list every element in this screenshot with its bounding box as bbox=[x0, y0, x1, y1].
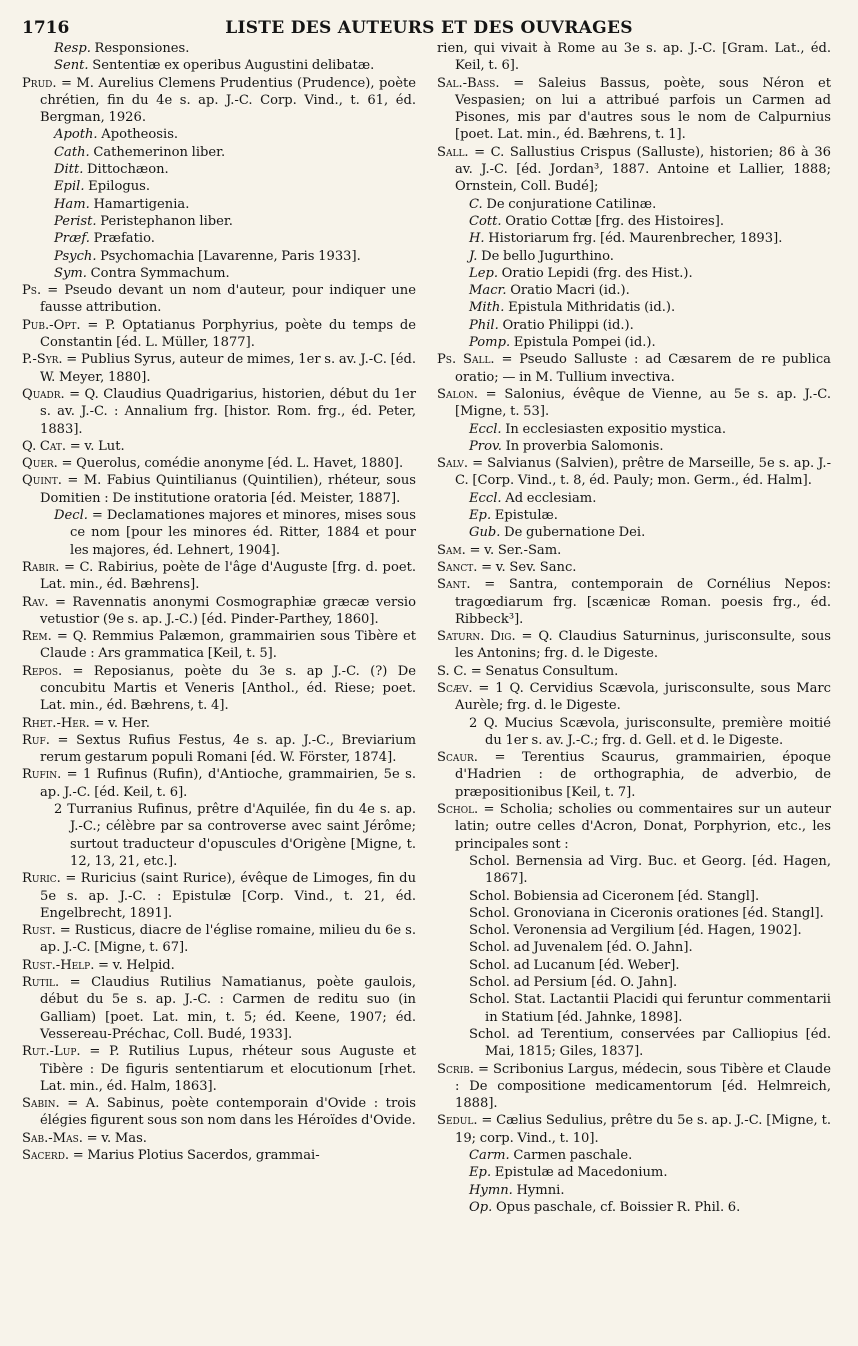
entry-text: Opus paschale, cf. Boissier R. Phil. 6. bbox=[492, 1199, 741, 1215]
sub-entry bbox=[437, 230, 831, 247]
sub-entry bbox=[437, 1199, 831, 1216]
sub-entry bbox=[437, 421, 831, 438]
entry-text: In ecclesiasten expositio mystica. bbox=[501, 421, 726, 437]
sub-entry bbox=[22, 144, 416, 161]
entry-headword: Scaur. bbox=[437, 750, 478, 766]
entry-text: = Marius Plotius Sacerdos, grammai- bbox=[69, 1148, 320, 1163]
entry-text: Epistula Pompei (id.). bbox=[510, 335, 656, 351]
entry-text: = Declamationes majores et minores, mises sous ce nom [pour les minores éd. Ritter, 1884 et pour les majores, éd. Lehnert, 1904]. bbox=[70, 508, 416, 558]
sub-entry-abbreviation: Prov. bbox=[469, 438, 502, 454]
entry bbox=[437, 542, 831, 559]
entry bbox=[437, 749, 831, 801]
entry-headword: Sant. bbox=[437, 577, 471, 593]
entry-text: Schol. Bobiensia ad Ciceronem [éd. Stangl]. bbox=[469, 888, 760, 904]
entry bbox=[437, 1112, 831, 1147]
sub-entry bbox=[437, 299, 831, 316]
sub-entry bbox=[437, 213, 831, 230]
entry-text: = v. Ser.-Sam. bbox=[465, 542, 562, 558]
entry bbox=[437, 559, 831, 576]
entry-text: = Pseudo devant un nom d'auteur, pour indiquer une fausse attribution. bbox=[40, 283, 416, 316]
sub-entry bbox=[437, 438, 831, 455]
entry-text: De gubernatione Dei. bbox=[500, 525, 646, 541]
entry bbox=[437, 1061, 831, 1113]
sub-entry bbox=[22, 126, 416, 143]
sub-entry bbox=[22, 507, 416, 559]
entry-text: De bello Jugurthino. bbox=[477, 248, 614, 264]
entry-headword: Quer. bbox=[22, 456, 58, 472]
entry-text: = Claudius Rutilius Namatianus, poète gaulois, début du 5e s. ap. J.-C. : Carmen de reditu suo (in Galliam) [poet. Lat. min, t. 5; éd. Keene, 1907; éd. Vessereau-Préchac, Coll. Budé, 1933]. bbox=[40, 975, 416, 1042]
entry-text: Epistulæ ad Macedonium. bbox=[491, 1165, 668, 1181]
entry-text: In proverbia Salomonis. bbox=[501, 438, 664, 454]
sub-entry bbox=[437, 317, 831, 334]
sub-entry-abbreviation: Epil. bbox=[54, 179, 85, 195]
sub-entry-abbreviation: Phil. bbox=[469, 317, 499, 333]
entry-headword: Repos. bbox=[22, 663, 63, 679]
entry-headword: Prud. bbox=[22, 75, 57, 91]
entry bbox=[22, 870, 416, 922]
entry-continuation bbox=[437, 40, 831, 75]
entry-headword: Scrib. bbox=[437, 1061, 474, 1077]
sub-entry-abbreviation: Decl. bbox=[54, 508, 88, 524]
sub-entry bbox=[22, 213, 416, 230]
entry bbox=[22, 715, 416, 732]
entry-headword: Sab.-Mas. bbox=[22, 1130, 83, 1146]
entry-text: Hamartigenia. bbox=[89, 196, 190, 212]
sub-entry bbox=[22, 40, 416, 57]
entry-headword: P.-Syr. bbox=[22, 352, 63, 368]
entry-text: = Ruricius (saint Rurice), évêque de Limoges, fin du 5e s. ap. J.-C. : Epistulæ [Corp. Vind., t. 21, éd. Engelbrecht, 1891]. bbox=[40, 871, 416, 921]
entry bbox=[22, 663, 416, 715]
entry-headword: Sedul. bbox=[437, 1113, 478, 1129]
entry-text: rien, qui vivait à Rome au 3e s. ap. J.-C. [Gram. Lat., éd. Keil, t. 6]. bbox=[437, 41, 831, 74]
entry-text: Præfatio. bbox=[89, 231, 155, 247]
entry-text: Ad ecclesiam. bbox=[501, 490, 597, 506]
sub-entry-abbreviation: Cath. bbox=[54, 144, 90, 160]
entry-text: = v. Mas. bbox=[82, 1130, 147, 1146]
entry-text: Cathemerinon liber. bbox=[89, 144, 226, 160]
entry-text: = Querolus, comédie anonyme [éd. L. Havet, 1880]. bbox=[57, 456, 404, 472]
entry-text: = Salonius, évêque de Vienne, au 5e s. ap. J.-C. [Migne, t. 53]. bbox=[455, 386, 831, 420]
entry-text: = A. Sabinus, poète contemporain d'Ovide : trois élégies figurent sous son nom dans les Héroïdes d'Ovide. bbox=[40, 1096, 416, 1129]
sub-entry bbox=[437, 974, 831, 991]
right-column bbox=[437, 40, 831, 1216]
sub-entry bbox=[437, 715, 831, 750]
entry-headword: Rut.-Lup. bbox=[22, 1044, 81, 1060]
entry bbox=[22, 766, 416, 801]
entry-text: Sententiæ ex operibus Augustini delibatæ. bbox=[88, 58, 375, 74]
entry bbox=[22, 957, 416, 974]
entry-text: Schol. Gronoviana in Ciceronis orationes [éd. Stangl]. bbox=[469, 905, 824, 921]
entry bbox=[437, 75, 831, 144]
entry-text: De conjuratione Catilinæ. bbox=[482, 196, 657, 212]
entry-headword: Rust.-Help. bbox=[22, 957, 95, 973]
entry-headword: Rem. bbox=[22, 629, 52, 645]
entry-text: Schol. ad Lucanum [éd. Weber]. bbox=[469, 957, 680, 973]
sub-entry bbox=[437, 196, 831, 213]
entry-text: = C. Sallustius Crispus (Salluste), historien; 86 à 36 av. J.-C. [éd. Jordan³, 1887. Antoine et Lallier, 1888; Ornstein, Coll. Budé]; bbox=[455, 144, 831, 195]
sub-entry bbox=[437, 1026, 831, 1061]
entry bbox=[437, 576, 831, 628]
sub-entry-abbreviation: Resp. bbox=[54, 41, 91, 56]
sub-entry bbox=[437, 991, 831, 1026]
sub-entry bbox=[437, 507, 831, 524]
entry-text: Hymni. bbox=[512, 1182, 565, 1198]
sub-entry bbox=[437, 1182, 831, 1199]
sub-entry-abbreviation: Apoth. bbox=[54, 127, 98, 143]
sub-entry-abbreviation: Eccl. bbox=[469, 490, 502, 506]
entry-headword: Salon. bbox=[437, 386, 478, 402]
sub-entry-abbreviation: Perist. bbox=[54, 213, 97, 229]
entry-text: = Rusticus, diacre de l'église romaine, milieu du 6e s. ap. J.-C. [Migne, t. 67]. bbox=[40, 923, 416, 956]
entry-headword: Rust. bbox=[22, 923, 56, 939]
entry-text: Epistula Mithridatis (id.). bbox=[504, 300, 676, 316]
entry-headword: Q. Cat. bbox=[22, 438, 67, 454]
entry-headword: Sall. bbox=[437, 144, 469, 160]
entry-text: Carmen paschale. bbox=[509, 1148, 633, 1163]
entry-text: Oratio Philippi (id.). bbox=[498, 317, 634, 333]
entry-text: = P. Optatianus Porphyrius, poète du temps de Constantin [éd. L. Müller, 1877]. bbox=[40, 317, 416, 351]
sub-entry-abbreviation: Præf. bbox=[54, 231, 90, 247]
sub-entry bbox=[22, 265, 416, 282]
page-header bbox=[22, 12, 836, 38]
sub-entry bbox=[437, 888, 831, 905]
entry-headword: Saturn. Dig. bbox=[437, 629, 516, 645]
entry bbox=[22, 386, 416, 438]
sub-entry-abbreviation: J. bbox=[469, 248, 478, 264]
entry-text: Epistulæ. bbox=[491, 508, 558, 524]
entry-text: Schol. Bernensia ad Virg. Buc. et Georg. [éd. Hagen, 1867]. bbox=[469, 853, 831, 887]
entry-text: = P. Rutilius Lupus, rhéteur sous Auguste et Tibère : De figuris sententiarum et elocutionum [rhet. Lat. min., éd. Halm, 1863]. bbox=[40, 1044, 416, 1094]
sub-entry bbox=[437, 1147, 831, 1164]
sub-entry-abbreviation: H. bbox=[469, 231, 485, 247]
entry-text: = Salvianus (Salvien), prêtre de Marseille, 5e s. ap. J.-C. [Corp. Vind., t. 8, éd. Pauly; mon. Germ., éd. Halm]. bbox=[455, 456, 831, 489]
entry-text: Schol. Stat. Lactantii Placidi qui feruntur commentarii in Statium [éd. Jahnke, 1898]. bbox=[469, 992, 831, 1025]
sub-entry bbox=[22, 801, 416, 870]
sub-entry-abbreviation: Ep. bbox=[469, 1165, 492, 1181]
sub-entry-abbreviation: Carm. bbox=[469, 1148, 510, 1163]
entry-text: = v. Her. bbox=[89, 715, 150, 731]
entry bbox=[437, 144, 831, 196]
entry-text: Contra Symmachum. bbox=[86, 265, 230, 281]
entry-text: = Q. Claudius Saturninus, jurisconsulte, sous les Antonins; frg. d. le Digeste. bbox=[455, 629, 832, 662]
entry-headword: Sabin. bbox=[22, 1096, 60, 1112]
entry-text: = Ravennatis anonymi Cosmographiæ græcæ versio vetustior (9e s. ap. J.-C.) [éd. Pinder-Parthey, 1860]. bbox=[40, 594, 416, 627]
entry bbox=[22, 1043, 416, 1095]
entry-headword: Schol. bbox=[437, 802, 479, 818]
entry-headword: Rav. bbox=[22, 594, 49, 610]
sub-entry-abbreviation: Ham. bbox=[54, 196, 90, 212]
sub-entry-abbreviation: Ditt. bbox=[54, 162, 84, 178]
entry-text: = Q. Remmius Palæmon, grammairien sous Tibère et Claude : Ars grammatica [Keil, t. 5]. bbox=[40, 629, 416, 662]
sub-entry-abbreviation: Gub. bbox=[469, 525, 501, 541]
entry bbox=[437, 801, 831, 853]
sub-entry bbox=[22, 230, 416, 247]
sub-entry bbox=[437, 265, 831, 282]
entry-text: = Saleius Bassus, poète, sous Néron et Vespasien; on lui a attribué parfois un Carmen ad Pisones, mis par d'autres sous le nom de Calpurnius [poet. Lat. min., éd. Bæhrens, t. 1]. bbox=[455, 75, 831, 143]
entry bbox=[22, 1130, 416, 1147]
sub-entry-abbreviation: Cott. bbox=[469, 213, 502, 229]
entry bbox=[22, 1147, 416, 1164]
entry-text: Epilogus. bbox=[84, 179, 151, 195]
entry bbox=[22, 1095, 416, 1130]
sub-entry-abbreviation: Mith. bbox=[469, 300, 505, 316]
page-number: 1716 bbox=[22, 18, 70, 38]
entry-headword: Ps. bbox=[22, 283, 42, 299]
entry-text: = 1 Rufinus (Rufin), d'Antioche, grammairien, 5e s. ap. J.-C. [éd. Keil, t. 6]. bbox=[40, 767, 416, 800]
entry bbox=[22, 974, 416, 1043]
entry-text: 2 Q. Mucius Scævola, jurisconsulte, première moitié du 1er s. av. J.-C.; frg. d. Gell. et d. le Digeste. bbox=[469, 715, 831, 748]
entry-headword: Rufin. bbox=[22, 767, 62, 783]
entry bbox=[437, 663, 831, 680]
sub-entry bbox=[22, 248, 416, 265]
entry-headword: Ruf. bbox=[22, 732, 50, 748]
sub-entry-abbreviation: Eccl. bbox=[469, 421, 502, 437]
entry-text: = Scholia; scholies ou commentaires sur un auteur latin; outre celles d'Acron, Donat, Porphyrion, etc., les principales sont : bbox=[455, 802, 831, 852]
entry-text: = Pseudo Salluste : ad Cæsarem de re publica oratio; — in M. Tullium invectiva. bbox=[455, 352, 831, 385]
entry-text: 2 Turranius Rufinus, prêtre d'Aquilée, fin du 4e s. ap. J.-C.; célèbre par sa controverse avec saint Jérôme; surtout traducteur d'opuscules d'Origène [Migne, t. 12, 13, 21, etc.]. bbox=[54, 802, 416, 869]
sub-entry bbox=[437, 939, 831, 956]
entry-headword: Quadr. bbox=[22, 386, 65, 402]
entry-headword: S. C. bbox=[437, 663, 468, 679]
entry bbox=[22, 317, 416, 352]
sub-entry-abbreviation: C. bbox=[469, 196, 483, 212]
entry bbox=[437, 386, 831, 421]
entry bbox=[22, 438, 416, 455]
entry-text: = 1 Q. Cervidius Scævola, jurisconsulte, sous Marc Aurèle; frg. d. le Digeste. bbox=[455, 680, 831, 714]
sub-entry bbox=[22, 196, 416, 213]
sub-entry bbox=[437, 922, 831, 939]
entry-headword: Pub.-Opt. bbox=[22, 317, 81, 333]
sub-entry-abbreviation: Lep. bbox=[469, 265, 498, 281]
entry-text: = Scribonius Largus, médecin, sous Tibère et Claude : De compositione medicamentorum [éd. Helmreich, 1888]. bbox=[455, 1061, 831, 1112]
entry bbox=[437, 351, 831, 386]
entry-text: Schol. Veronensia ad Vergilium [éd. Hagen, 1902]. bbox=[469, 923, 802, 939]
entry bbox=[22, 455, 416, 472]
sub-entry bbox=[437, 248, 831, 265]
entry-text: = v. Sev. Sanc. bbox=[477, 559, 577, 575]
entry-text: = Cælius Sedulius, prêtre du 5e s. ap. J.-C. [Migne, t. 19; corp. Vind., t. 10]. bbox=[455, 1113, 831, 1146]
sub-entry-abbreviation: Sym. bbox=[54, 265, 87, 281]
sub-entry bbox=[22, 161, 416, 178]
entry bbox=[22, 559, 416, 594]
entry-text: = Senatus Consultum. bbox=[467, 663, 619, 679]
sub-entry bbox=[437, 282, 831, 299]
sub-entry bbox=[437, 853, 831, 888]
entry-headword: Rhet.-Her. bbox=[22, 715, 90, 731]
entry bbox=[22, 282, 416, 317]
sub-entry-abbreviation: Ep. bbox=[469, 508, 492, 524]
entry-text: Schol. ad Persium [éd. O. Jahn]. bbox=[469, 975, 678, 991]
page-title: LISTE DES AUTEURS ET DES OUVRAGES bbox=[225, 18, 633, 38]
sub-entry bbox=[437, 490, 831, 507]
entry-text: = Publius Syrus, auteur de mimes, 1er s. av. J.-C. [éd. W. Meyer, 1880]. bbox=[40, 352, 416, 385]
entry-text: = C. Rabirius, poète de l'âge d'Auguste [frg. d. poet. Lat. min., éd. Bæhrens]. bbox=[40, 559, 416, 593]
sub-entry bbox=[437, 334, 831, 351]
entry bbox=[437, 628, 831, 663]
entry-headword: Sam. bbox=[437, 542, 466, 558]
entry-text: Oratio Lepidi (frg. des Hist.). bbox=[498, 265, 693, 281]
sub-entry bbox=[22, 178, 416, 195]
sub-entry bbox=[437, 957, 831, 974]
entry bbox=[22, 75, 416, 127]
entry-text: = M. Aurelius Clemens Prudentius (Prudence), poète chrétien, fin du 4e s. ap. J.-C. Corp. Vind., t. 61, éd. Bergman, 1926. bbox=[40, 75, 416, 126]
sub-entry-abbreviation: Op. bbox=[469, 1199, 493, 1215]
sub-entry-abbreviation: Macr. bbox=[469, 283, 507, 299]
sub-entry bbox=[437, 1164, 831, 1181]
entry-headword: Sal.-Bass. bbox=[437, 75, 500, 91]
entry-headword: Rabir. bbox=[22, 559, 60, 575]
entry-text: = v. Lut. bbox=[66, 438, 125, 454]
entry-text: Historiarum frg. [éd. Maurenbrecher, 1893]. bbox=[484, 231, 783, 247]
entry-text: = Q. Claudius Quadrigarius, historien, début du 1er s. av. J.-C. : Annalium frg. [histor. Rom. frg., éd. Peter, 1883]. bbox=[40, 386, 416, 437]
entry-text: = Terentius Scaurus, grammairien, époque d'Hadrien : de orthographia, de adverbio, de præpositionibus [Keil, t. 7]. bbox=[455, 750, 831, 800]
entry-text: Peristephanon liber. bbox=[96, 213, 233, 229]
entry-text: = M. Fabius Quintilianus (Quintilien), rhéteur, sous Domitien : De institutione oratoria [éd. Meister, 1887]. bbox=[40, 473, 416, 506]
entry-text: Oratio Cottæ [frg. des Histoires]. bbox=[501, 213, 725, 229]
entry bbox=[22, 351, 416, 386]
sub-entry-abbreviation: Hymn. bbox=[469, 1182, 513, 1198]
sub-entry-abbreviation: Pomp. bbox=[469, 335, 511, 351]
entry-headword: Rutil. bbox=[22, 975, 60, 991]
entry-headword: Quint. bbox=[22, 473, 62, 489]
left-column bbox=[22, 40, 416, 1164]
sub-entry bbox=[22, 57, 416, 74]
entry-text: Psychomachia [Lavarenne, Paris 1933]. bbox=[96, 248, 361, 264]
entry bbox=[437, 455, 831, 490]
sub-entry-abbreviation: Sent. bbox=[54, 58, 89, 74]
entry-headword: Ruric. bbox=[22, 871, 61, 887]
entry-text: = Santra, contemporain de Cornélius Nepos: tragœdiarum frg. [scænicæ Roman. poesis frg., éd. Ribbeck³]. bbox=[455, 577, 831, 627]
entry-headword: Ps. Sall. bbox=[437, 352, 495, 368]
entry-text: = v. Helpid. bbox=[94, 957, 175, 973]
entry bbox=[437, 680, 831, 715]
sub-entry bbox=[437, 524, 831, 541]
entry-text: Responsiones. bbox=[90, 41, 190, 56]
entry-text: Dittochæon. bbox=[83, 162, 169, 178]
sub-entry bbox=[437, 905, 831, 922]
entry bbox=[22, 628, 416, 663]
entry bbox=[22, 732, 416, 767]
entry-headword: Sanct. bbox=[437, 559, 478, 575]
entry bbox=[22, 472, 416, 507]
entry-text: Apotheosis. bbox=[97, 127, 179, 143]
entry-text: = Reposianus, poète du 3e s. ap J.-C. (?) De concubitu Martis et Veneris [Anthol., éd. Riese; poet. Lat. min., éd. Bæhrens, t. 4]. bbox=[40, 663, 416, 714]
entry bbox=[22, 594, 416, 629]
entry-text: Oratio Macri (id.). bbox=[506, 283, 630, 299]
entry-headword: Sacerd. bbox=[22, 1148, 70, 1163]
entry-text: Schol. ad Juvenalem [éd. O. Jahn]. bbox=[469, 940, 693, 956]
entry-headword: Scæv. bbox=[437, 680, 473, 696]
entry bbox=[22, 922, 416, 957]
entry-headword: Salv. bbox=[437, 456, 469, 472]
sub-entry-abbreviation: Psych. bbox=[54, 248, 97, 264]
entry-text: Schol. ad Terentium, conservées par Calliopius [éd. Mai, 1815; Giles, 1837]. bbox=[469, 1026, 831, 1060]
entry-text: = Sextus Rufius Festus, 4e s. ap. J.-C., Breviarium rerum gestarum populi Romani [éd. W. Förster, 1874]. bbox=[40, 732, 416, 766]
